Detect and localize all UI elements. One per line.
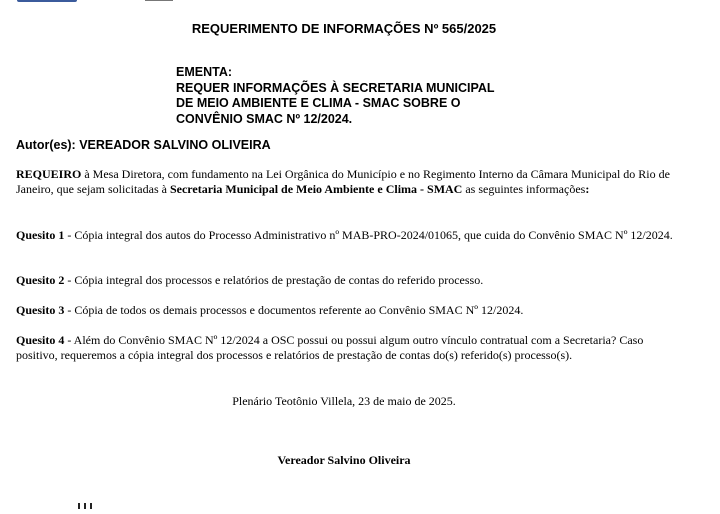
bottom-cut-text-fragment: [78, 496, 118, 502]
top-divider-fragment: [145, 0, 173, 1]
ementa-line: REQUER INFORMAÇÕES À SECRETARIA MUNICIPAL: [176, 80, 495, 95]
requeiro-lead: REQUEIRO: [16, 167, 82, 181]
signature-name: Vereador Salvino Oliveira: [277, 453, 411, 467]
requeiro-paragraph: [16, 167, 676, 197]
secretaria-name: Secretaria Municipal de Meio Ambiente e Clima - SMAC: [169, 182, 463, 196]
quesito-item: [16, 333, 676, 363]
quesito-item: [16, 228, 676, 243]
quesito-label: Quesito 1: [16, 228, 65, 242]
ementa-line: DE MEIO AMBIENTE E CLIMA - SMAC SOBRE O: [176, 96, 461, 110]
top-toolbar-fragment: [17, 0, 77, 2]
quesito-label: Quesito 4: [16, 333, 65, 347]
ementa-line: CONVÊNIO SMAC Nº 12/2024.: [176, 111, 353, 126]
quesito-item: [16, 273, 676, 288]
ementa-block: [176, 65, 536, 127]
requeiro-colon: :: [585, 182, 590, 196]
place-date: Plenário Teotônio Villela, 23 de maio de 2025.: [232, 394, 456, 408]
quesito-text: - Cópia integral dos processos e relatórios de prestação de contas do referido processo.: [64, 273, 484, 287]
quesito-text: - Além do Convênio SMAC Nº 12/2024 a OSC possui ou possui algum outro vínculo contratual com a Secretaria? Caso positivo, requeremos a cópia integral dos processos e relatórios de prestação de contas do(s) referido(s) processo(s).: [16, 333, 644, 362]
author-line: Autor(es): VEREADOR SALVINO OLIVEIRA: [16, 138, 271, 152]
ementa-heading: EMENTA:: [176, 65, 233, 79]
requeiro-text-end: as seguintes informações: [462, 182, 586, 196]
requeiro-text: à Mesa Diretora, com fundamento na Lei Orgânica do Município e no Regimento Interno da Câmara Municipal do Rio de Janeiro, que sejam solicitadas à: [16, 167, 670, 196]
document-title: REQUERIMENTO DE INFORMAÇÕES Nº 565/2025: [191, 21, 497, 36]
quesito-text: - Cópia integral dos autos do Processo Administrativo nº MAB-PRO-2024/01065, que cuida do Convênio SMAC Nº 12/2024.: [64, 228, 673, 242]
quesito-text: - Cópia de todos os demais processos e documentos referente ao Convênio SMAC Nº 12/2024.: [64, 303, 524, 317]
quesito-label: Quesito 2: [16, 273, 65, 287]
quesito-item: [16, 303, 676, 318]
quesito-label: Quesito 3: [16, 303, 65, 317]
